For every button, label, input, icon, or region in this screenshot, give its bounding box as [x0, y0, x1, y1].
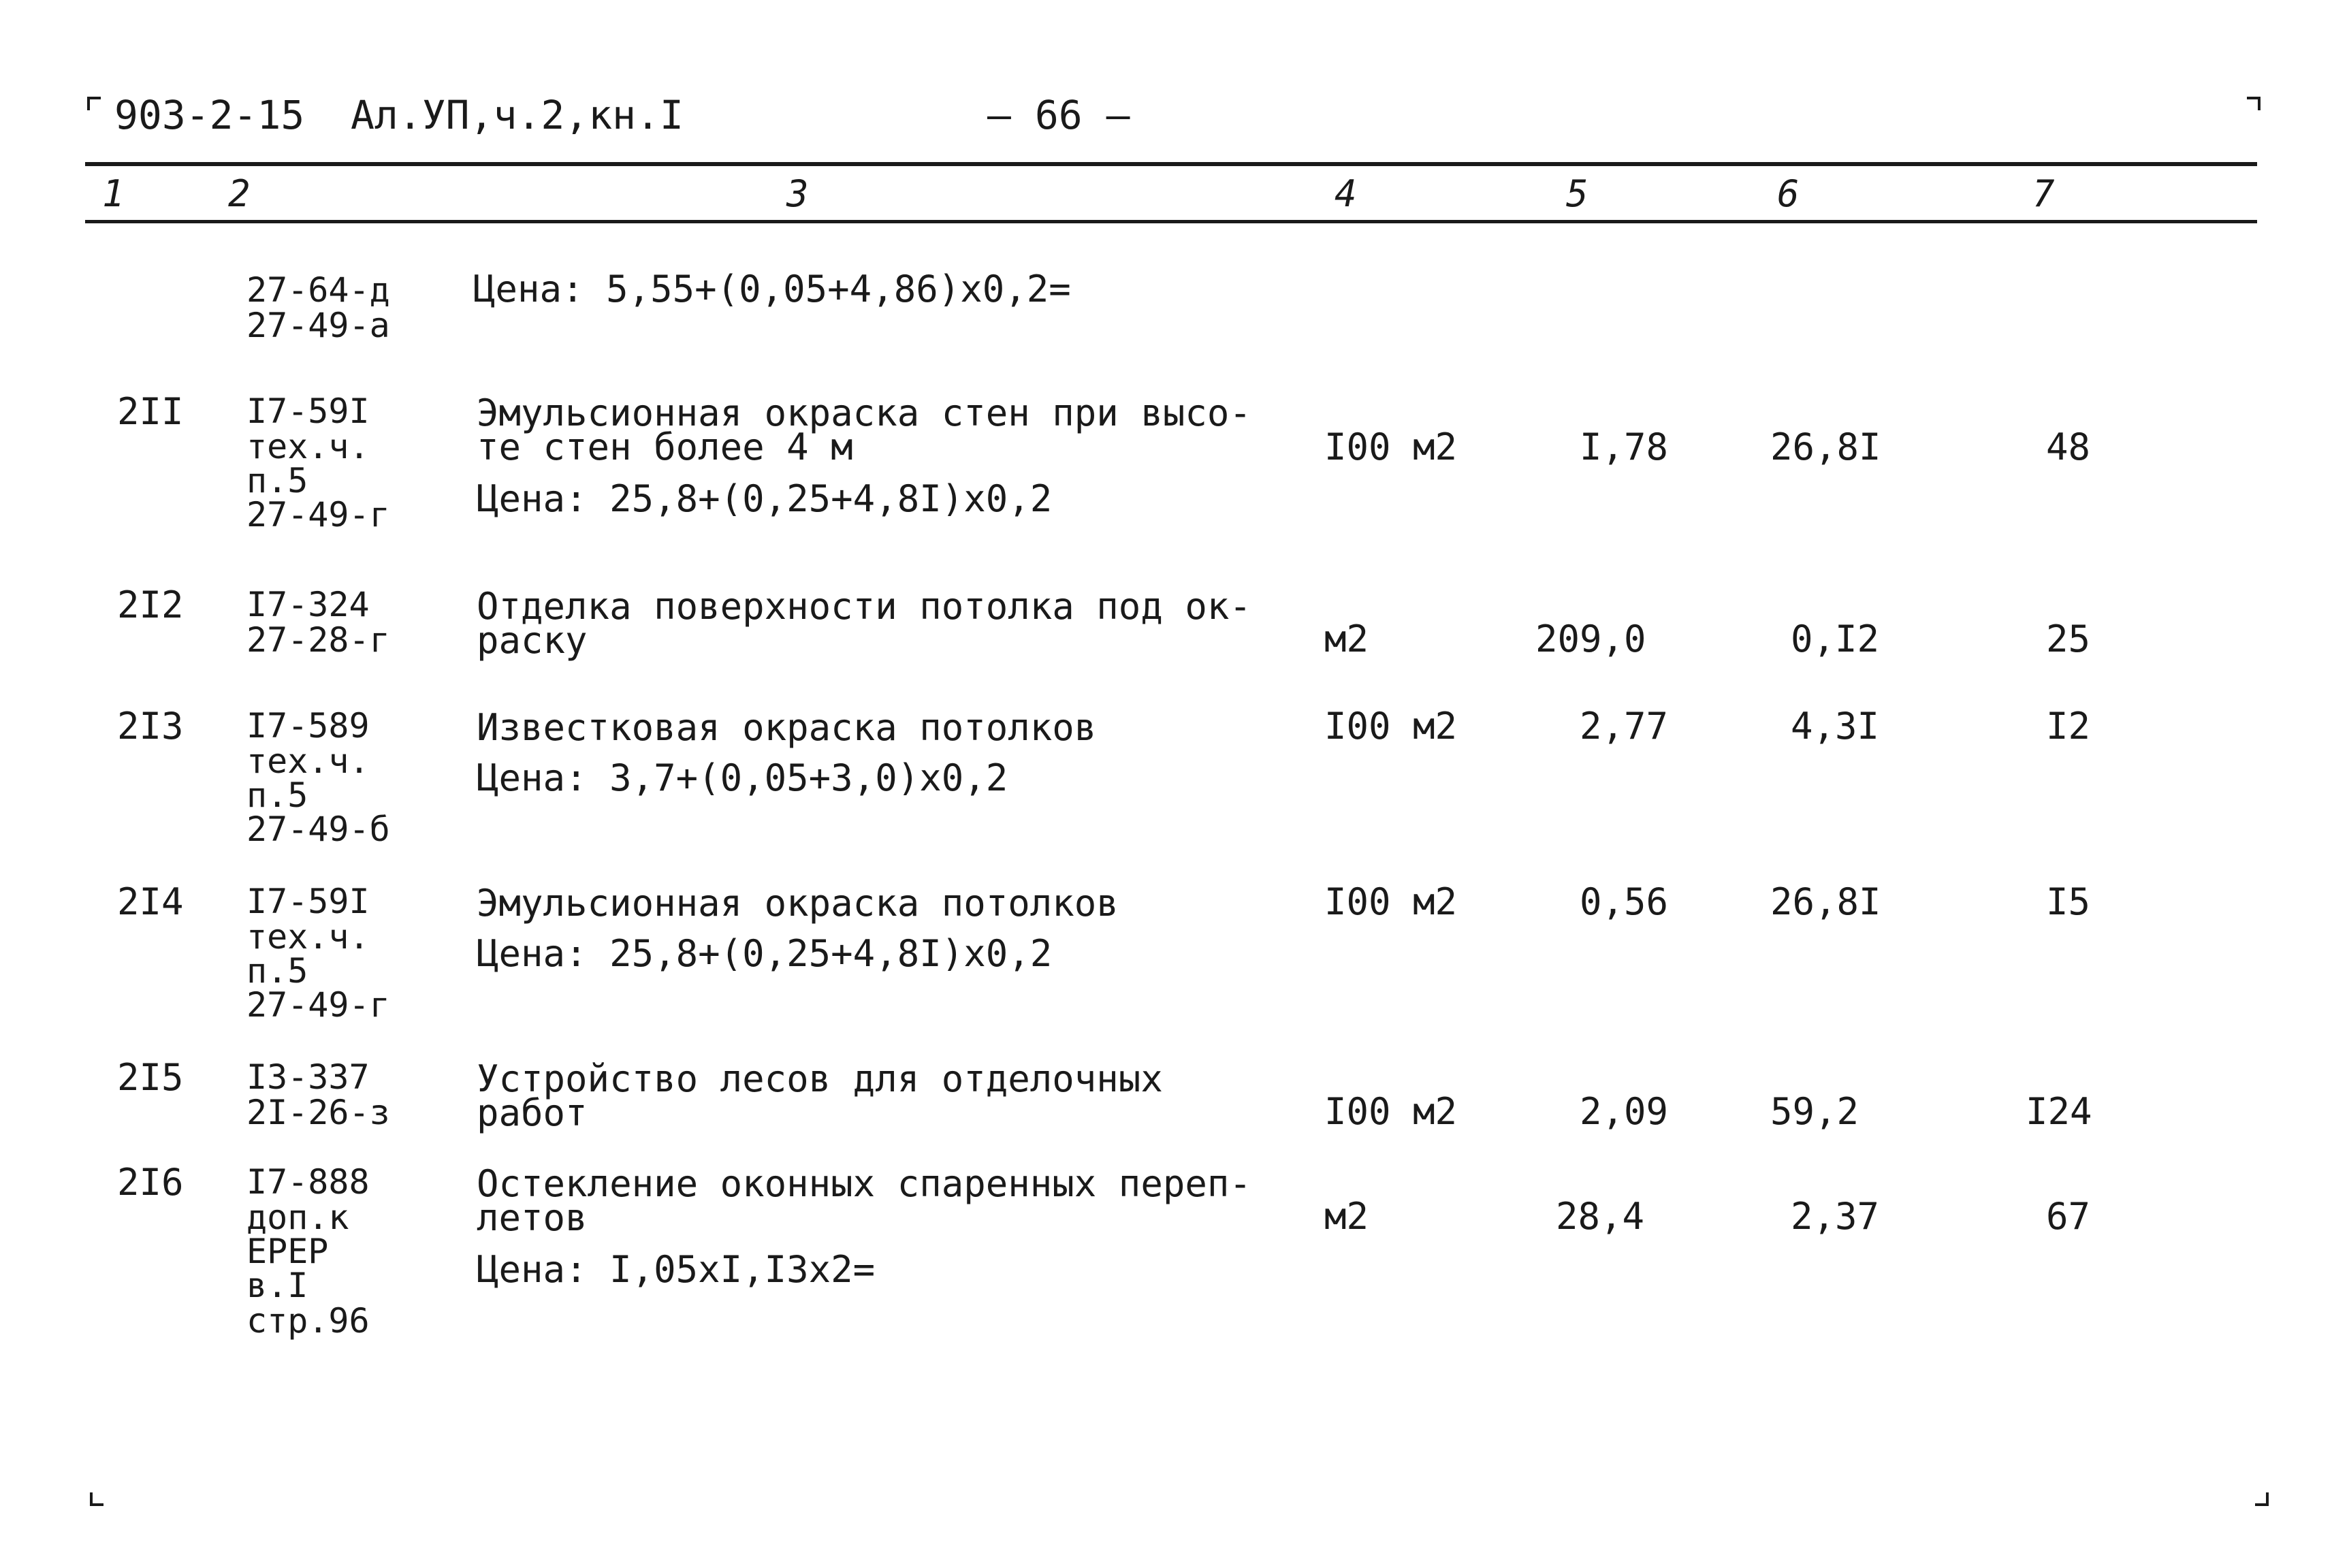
- unit-cell: I00 м2: [1324, 1090, 1458, 1133]
- row-number: 2I4: [117, 880, 184, 923]
- work-description-line: Эмульсионная окраска потолков: [477, 882, 1119, 925]
- column-number: 3: [786, 172, 809, 215]
- row-number: 2I2: [117, 583, 184, 626]
- norm-code-line: доп.к: [246, 1198, 349, 1237]
- norm-code-line: I7-589: [246, 706, 370, 746]
- norm-code-line: тех.ч.: [246, 741, 370, 781]
- total-cost-cell: I5: [2046, 880, 2091, 923]
- norm-code-line: п.5: [246, 775, 308, 815]
- norm-code-line: I7-59I: [246, 391, 370, 431]
- norm-code-line: 27-28-г: [246, 620, 390, 660]
- row-number: 2I3: [117, 705, 184, 748]
- norm-code-line: 27-49-а: [246, 306, 390, 345]
- norm-code-line: п.5: [246, 461, 308, 500]
- unit-cell: I00 м2: [1324, 705, 1458, 748]
- column-number: 2: [228, 172, 251, 215]
- quantity-cell: 2,09: [1580, 1090, 1669, 1133]
- price-formula: Цена: 3,7+(0,05+3,0)х0,2: [477, 756, 1008, 799]
- work-description-line: летов: [477, 1196, 588, 1239]
- quantity-cell: 0,56: [1580, 880, 1669, 923]
- norm-code-line: 2I-26-з: [246, 1093, 390, 1132]
- unit-cost-cell: 4,3I: [1791, 705, 1880, 748]
- norm-code-line: в.I: [246, 1266, 308, 1305]
- work-description-line: раску: [477, 619, 588, 662]
- norm-code-line: 27-49-г: [246, 495, 390, 534]
- work-description-line: те стен более 4 м: [477, 426, 853, 468]
- row-number: 2I5: [117, 1056, 184, 1099]
- norm-code-line: тех.ч.: [246, 917, 370, 957]
- work-description-line: Известковая окраска потолков: [477, 706, 1097, 749]
- corner-mark-bottom-right: [2255, 1492, 2269, 1506]
- column-number: 1: [102, 172, 125, 215]
- column-number: 4: [1335, 172, 1357, 215]
- header-top-rule: [85, 162, 2257, 166]
- unit-cost-cell: 26,8I: [1770, 426, 1881, 468]
- quantity-cell: 28,4: [1556, 1195, 1645, 1238]
- unit-cost-cell: 2,37: [1791, 1195, 1880, 1238]
- corner-mark-bottom-left: [90, 1492, 103, 1506]
- norm-code-line: ЕРЕР: [246, 1232, 329, 1271]
- price-formula: Цена: 25,8+(0,25+4,8I)х0,2: [477, 477, 1053, 520]
- norm-code-line: п.5: [246, 951, 308, 991]
- norm-code-line: 27-64-д: [246, 270, 390, 310]
- work-description-line: Устройство лесов для отделочных: [477, 1057, 1163, 1100]
- unit-cell: I00 м2: [1324, 880, 1458, 923]
- total-cost-cell: 48: [2046, 426, 2091, 468]
- work-description-line: Отделка поверхности потолка под ок-: [477, 585, 1251, 628]
- norm-code-line: 27-49-б: [246, 810, 390, 849]
- unit-cell: м2: [1324, 1195, 1369, 1238]
- unit-cost-cell: 0,I2: [1791, 618, 1880, 660]
- unit-cell: м2: [1324, 618, 1369, 660]
- header-bottom-rule: [85, 220, 2257, 223]
- corner-mark-top-left: [87, 97, 101, 110]
- total-cost-cell: I24: [2026, 1090, 2092, 1133]
- norm-code-line: 27-49-г: [246, 985, 390, 1025]
- norm-code-line: I7-324: [246, 585, 370, 624]
- norm-code-line: I7-59I: [246, 882, 370, 921]
- norm-code-line: тех.ч.: [246, 427, 370, 466]
- norm-code-line: стр.96: [246, 1301, 370, 1341]
- quantity-cell: 2,77: [1580, 705, 1669, 748]
- price-formula: Цена: 5,55+(0,05+4,86)х0,2=: [473, 268, 1071, 310]
- row-number: 2I6: [117, 1161, 184, 1204]
- unit-cost-cell: 26,8I: [1770, 880, 1881, 923]
- column-number: 5: [1566, 172, 1588, 215]
- quantity-cell: I,78: [1580, 426, 1669, 468]
- quantity-cell: 209,0: [1535, 618, 1646, 660]
- row-number: 2II: [117, 390, 184, 433]
- page-number: – 66 –: [987, 92, 1130, 138]
- total-cost-cell: 67: [2046, 1195, 2091, 1238]
- price-formula: Цена: 25,8+(0,25+4,8I)х0,2: [477, 932, 1053, 975]
- total-cost-cell: I2: [2046, 705, 2091, 748]
- work-description-line: работ: [477, 1091, 588, 1134]
- unit-cell: I00 м2: [1324, 426, 1458, 468]
- album-ref: Ал.УП,ч.2,кн.I: [351, 92, 684, 138]
- unit-cost-cell: 59,2: [1770, 1090, 1859, 1133]
- work-description-line: Остекление оконных спаренных переп-: [477, 1162, 1251, 1205]
- column-number: 7: [2032, 172, 2055, 215]
- price-formula: Цена: I,05хI,I3х2=: [477, 1248, 876, 1291]
- norm-code-line: I7-888: [246, 1162, 370, 1202]
- column-number: 6: [1777, 172, 1800, 215]
- norm-code-line: I3-337: [246, 1057, 370, 1097]
- corner-mark-top-right: [2247, 97, 2261, 110]
- work-description-line: Эмульсионная окраска стен при высо-: [477, 391, 1251, 434]
- total-cost-cell: 25: [2046, 618, 2091, 660]
- doc-code: 903-2-15: [114, 92, 305, 138]
